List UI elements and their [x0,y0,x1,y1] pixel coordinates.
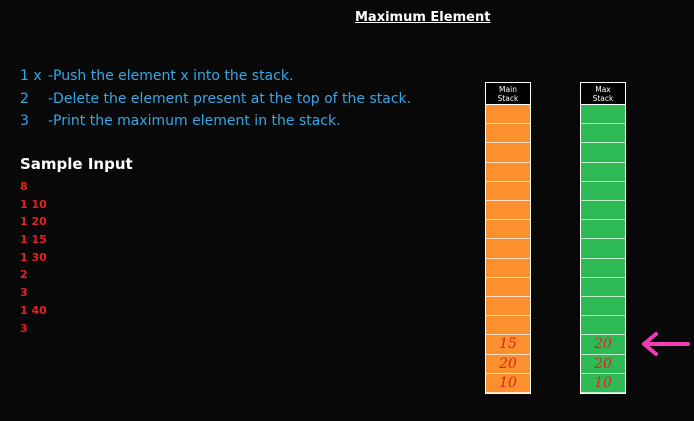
operation-push [20,68,293,84]
max-stack-cell [581,239,625,258]
operation-code: 1 x [20,68,42,84]
operation-print-max [20,113,341,129]
main-stack-cell [486,259,530,278]
max-stack-cell [581,182,625,201]
main-stack-header-line: Main [499,85,517,94]
max-stack-cell [581,220,625,239]
main-stack-cell [486,182,530,201]
sample-line: 8 [20,180,28,193]
max-stack-cell: 10 [581,374,625,393]
max-stack-cell [581,316,625,335]
max-stack-cell [581,163,625,182]
sample-line: 1 20 [20,215,47,229]
main-stack-cell: 10 [486,374,530,393]
max-stack-header-line: Max [595,85,611,94]
main-stack-cell: 20 [486,355,530,374]
operation-code: 3 [20,113,29,129]
sample-line: 3 [20,286,28,300]
sample-line: 1 40 [20,303,47,317]
max-stack-cell [581,259,625,278]
sample-input-list [20,178,47,337]
max-stack-cell [581,278,625,297]
sample-line: 2 [20,268,28,282]
main-stack-cell [486,163,530,182]
operation-text: -Delete the element present at the top of the stack. [48,91,412,107]
sample-line: 1 15 [20,233,47,247]
sample-line: 1 30 [20,250,47,264]
sample-line: 3 [20,321,28,335]
max-stack-header [581,83,625,105]
main-stack-cell [486,201,530,220]
page-title: Maximum Element [355,10,491,25]
main-stack-cell [486,143,530,162]
max-stack [580,82,626,394]
sample-input-title: Sample Input [20,155,133,173]
operation-delete [20,91,411,107]
max-stack-cell [581,201,625,220]
max-stack-cell [581,105,625,124]
operation-text: -Print the maximum element in the stack. [48,113,341,129]
main-stack [485,82,531,394]
main-stack-cell [486,278,530,297]
max-stack-cells [581,105,625,393]
sample-line: 1 10 [20,197,47,211]
max-stack-cell: 20 [581,355,625,374]
main-stack-cell [486,220,530,239]
main-stack-header-line: Stack [497,94,519,103]
max-stack-cell [581,143,625,162]
left-arrow-icon [640,331,690,357]
main-stack-header [486,83,530,105]
main-stack-cell [486,316,530,335]
main-stack-cell [486,124,530,143]
operation-code: 2 [20,91,29,107]
main-stack-cell [486,297,530,316]
main-stack-cell [486,105,530,124]
main-stack-cell [486,239,530,258]
max-stack-cell [581,124,625,143]
main-stack-cells [486,105,530,393]
main-stack-cell: 15 [486,335,530,354]
max-stack-cell: 20 [581,335,625,354]
max-stack-header-line: Stack [592,94,614,103]
operation-text: -Push the element x into the stack. [48,68,294,84]
max-stack-cell [581,297,625,316]
